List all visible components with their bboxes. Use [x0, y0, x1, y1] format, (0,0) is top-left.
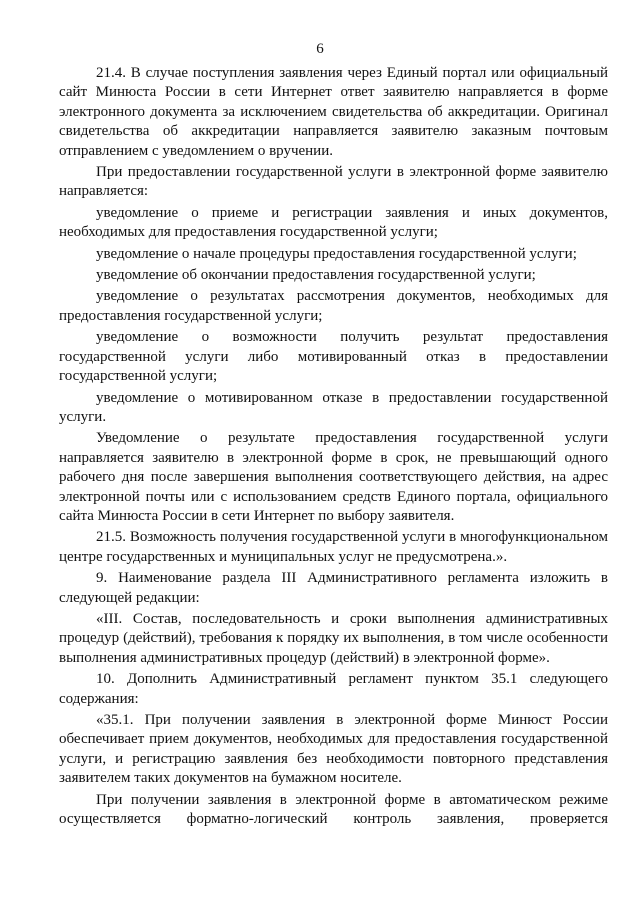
paragraph-35-1: «35.1. При получении заявления в электронной форме Минюст России обеспечивает прием документов, необходимых для предоставления государственной услуги, и регистрацию заявления без необходимости повторного представления заявителем таких документов на бумажном носителе. — [59, 712, 608, 787]
paragraph-notification-deadline: Уведомление о результате предоставления государственной услуги направляется заявителю в электронной форме в срок, не превышающий одного рабочего дня после завершения выполнения соответствующего действия, на адрес электронной почты или с использованием средств Единого портала, официального сайта Минюста России в сети Интернет по выбору заявителя. — [59, 430, 608, 524]
paragraph-format-control: При получении заявления в электронной форме в автоматическом режиме осуществляется форматно-логический контроль заявления, проверяется — [59, 791, 608, 828]
page-number: 6 — [316, 41, 324, 57]
paragraph-21-4: 21.4. В случае поступления заявления через Единый портал или официальный сайт Минюста России в сети Интернет ответ заявителю направляется в форме электронного документа за исключением свидетельства об аккредитации. Оригинал свидетельства об аккредитации направляется заявителю заказным почтовым отправлением с уведомлением о вручении. — [59, 65, 608, 159]
notification-item-start: уведомление о начале процедуры предоставления государственной услуги; — [96, 245, 577, 262]
notification-item-results: уведомление о результатах рассмотрения документов, необходимых для предоставления государственной услуги; — [59, 288, 608, 324]
notification-item-refusal: уведомление о мотивированном отказе в предоставлении государственной услуги. — [59, 389, 608, 425]
notification-item-end: уведомление об окончании предоставления государственной услуги; — [96, 267, 536, 284]
document-body — [59, 64, 608, 831]
notification-item-possibility: уведомление о возможности получить результат предоставления государственной услуги либо мотивированный отказ в предоставлении государственной услуги; — [59, 329, 608, 385]
paragraph-electronic-notifications-intro: При предоставлении государственной услуги в электронной форме заявителю направляется: — [59, 164, 608, 200]
notification-item-receipt: уведомление о приеме и регистрации заявления и иных документов, необходимых для предоставления государственной услуги; — [59, 204, 608, 241]
paragraph-item-9: 9. Наименование раздела III Административного регламента изложить в следующей редакции: — [59, 570, 608, 606]
paragraph-item-10: 10. Дополнить Административный регламент пунктом 35.1 следующего содержания: — [59, 671, 608, 707]
paragraph-section-iii-title: «III. Состав, последовательность и сроки выполнения административных процедур (действий), требования к порядку их выполнения, в том числе особенности выполнения административных процедур (действий) в электронной форме». — [59, 610, 608, 666]
paragraph-21-5: 21.5. Возможность получения государственной услуги в многофункциональном центре государственных и муниципальных услуг не предусмотрена.». — [59, 529, 608, 565]
